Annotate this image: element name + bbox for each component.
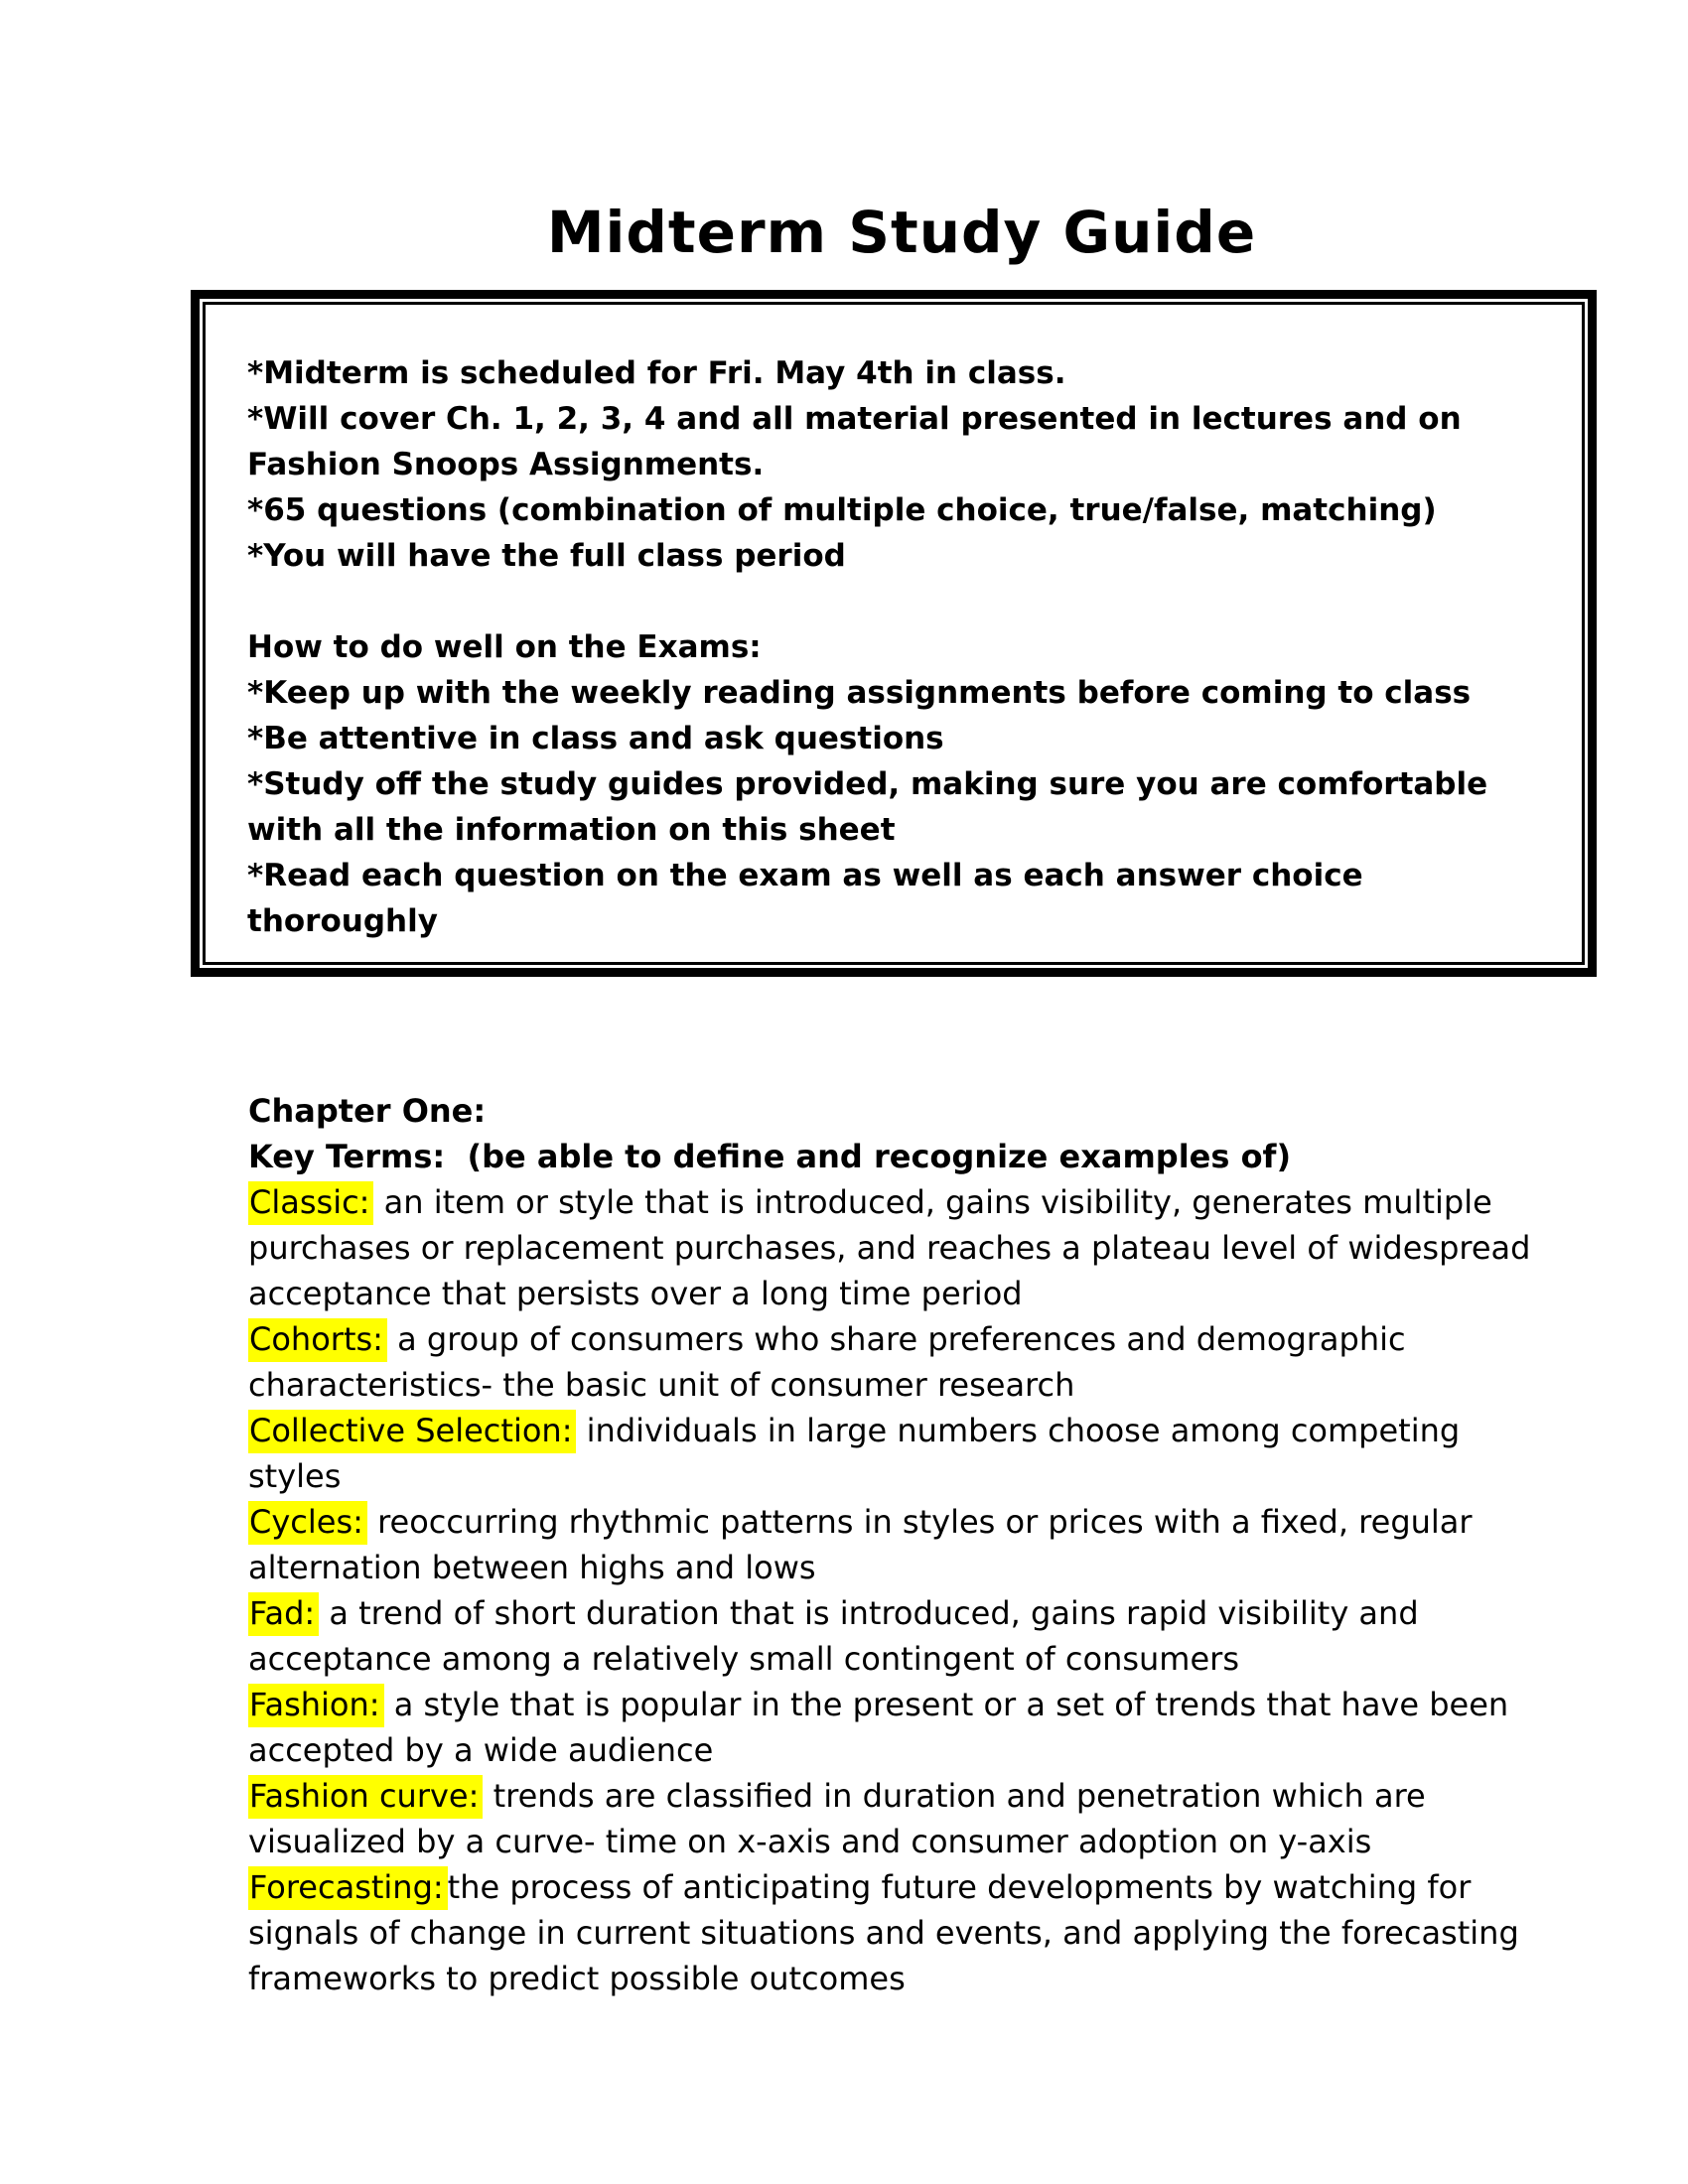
term-item xyxy=(248,1773,1551,1864)
key-terms-list xyxy=(248,1179,1551,2001)
term-item xyxy=(248,1590,1551,1682)
term-highlight: Collective Selection: xyxy=(248,1410,576,1453)
info-box-content xyxy=(203,302,1585,965)
term-definition: trends are classified in duration and penetration which are visualized by a curve- time on x-axis and consumer adoption on y-axis xyxy=(248,1776,1426,1860)
term-highlight: Fad: xyxy=(248,1592,319,1636)
term-definition: individuals in large numbers choose among competing styles xyxy=(248,1411,1461,1495)
term-item xyxy=(248,1682,1551,1773)
term-definition: reoccurring rhythmic patterns in styles or prices with a fixed, regular alternation between highs and lows xyxy=(248,1502,1473,1586)
info-box-line: *Keep up with the weekly reading assignments before coming to class xyxy=(247,674,1472,711)
info-box-line: *You will have the full class period xyxy=(247,537,846,574)
term-definition: the process of anticipating future developments by watching for signals of change in current situations and events, and applying the forecasting frameworks to predict possible outcomes xyxy=(248,1867,1519,1997)
chapter-heading: Chapter One: xyxy=(248,1091,487,1130)
info-box xyxy=(191,290,1597,977)
term-highlight: Fashion: xyxy=(248,1684,384,1727)
info-box-line: *Study off the study guides provided, making sure you are comfortable with all the information on this sheet xyxy=(247,765,1488,848)
info-box-line: *Be attentive in class and ask questions xyxy=(247,720,944,756)
term-definition: an item or style that is introduced, gains visibility, generates multiple purchases or replacement purchases, and reaches a plateau level of widespread acceptance that persists over a long time period xyxy=(248,1182,1531,1312)
info-box-line: *Will cover Ch. 1, 2, 3, 4 and all material presented in lectures and on Fashion Snoops Assignments. xyxy=(247,400,1462,482)
key-terms-heading: Key Terms: (be able to define and recognize examples of) xyxy=(248,1137,1292,1175)
term-item xyxy=(248,1499,1551,1590)
info-box-line: *Midterm is scheduled for Fri. May 4th in class. xyxy=(247,354,1066,391)
term-highlight: Fashion curve: xyxy=(248,1775,483,1819)
term-item xyxy=(248,1408,1551,1499)
info-box-line xyxy=(247,579,1544,624)
term-item xyxy=(248,1864,1551,2001)
info-box-line: How to do well on the Exams: xyxy=(247,628,762,665)
info-box-line: *Read each question on the exam as well as each answer choice thoroughly xyxy=(247,857,1363,939)
term-definition: a style that is popular in the present or a set of trends that have been accepted by a wide audience xyxy=(248,1685,1509,1769)
term-highlight: Cohorts: xyxy=(248,1318,387,1362)
chapter-one-section xyxy=(248,1088,1551,2001)
term-highlight: Forecasting: xyxy=(248,1866,448,1910)
term-item xyxy=(248,1316,1551,1408)
term-item xyxy=(248,1179,1551,1316)
term-highlight: Cycles: xyxy=(248,1501,367,1545)
info-box-line: *65 questions (combination of multiple choice, true/false, matching) xyxy=(247,491,1437,528)
term-highlight: Classic: xyxy=(248,1181,373,1225)
page-title: Midterm Study Guide xyxy=(546,199,1257,266)
term-definition: a trend of short duration that is introduced, gains rapid visibility and acceptance among a relatively small contingent of consumers xyxy=(248,1593,1419,1678)
term-definition: a group of consumers who share preferences and demographic characteristics- the basic unit of consumer research xyxy=(248,1319,1406,1404)
